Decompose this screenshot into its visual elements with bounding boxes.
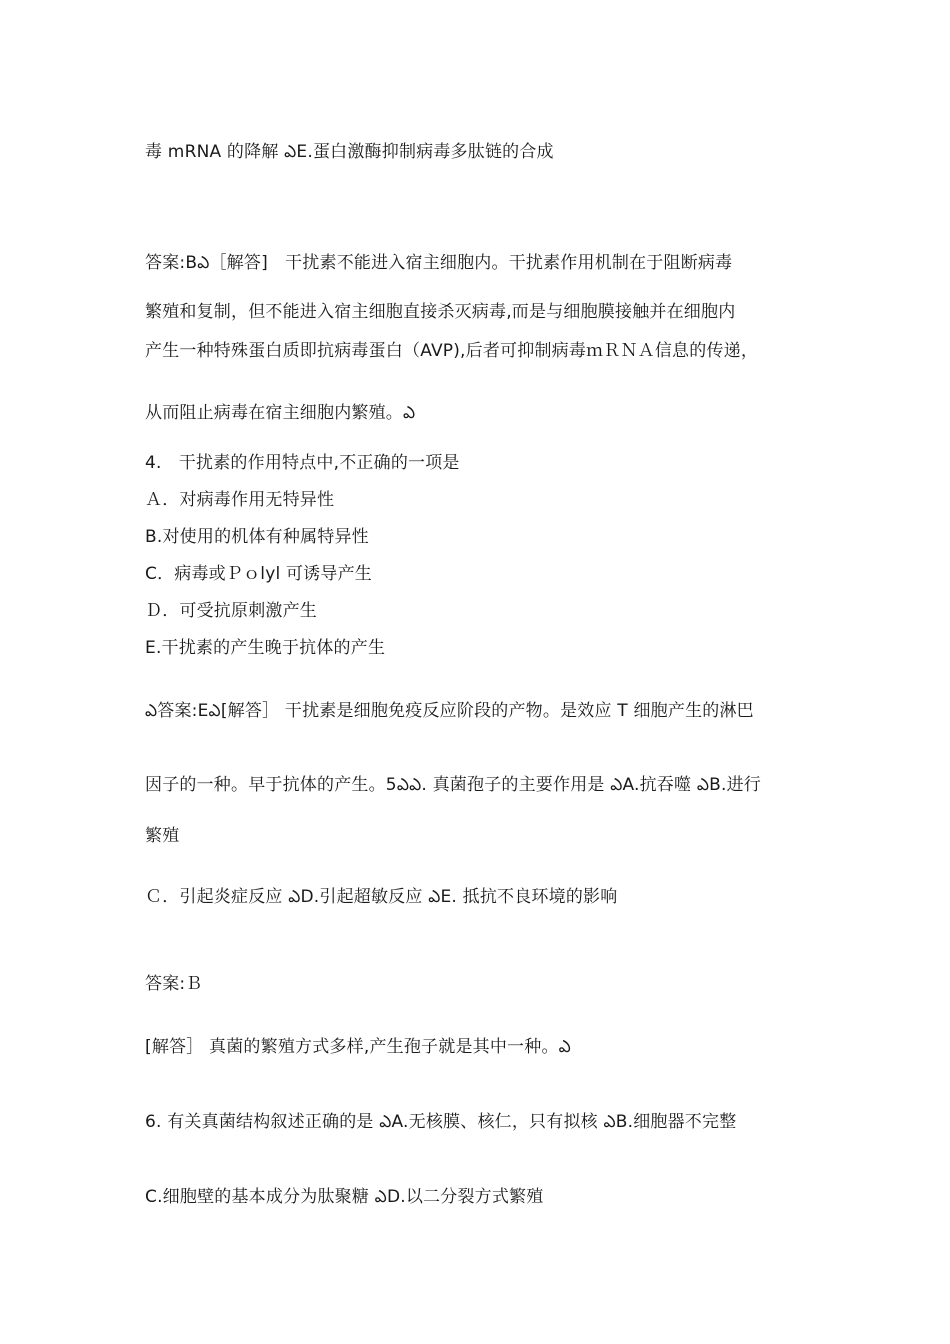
text-line: 从而阻止病毒在宿主细胞内繁殖。ఎ [145,403,416,423]
question-6-stem: 6. 有关真菌结构叙述正确的是 ఎA.无核膜、核仁，只有拟核 ఎB.细胞器不完整 [145,1112,737,1132]
text-line: 答案:Bఎ［解答] 干扰素不能进入宿主细胞内。干扰素作用机制在于阻断病毒 [145,253,733,273]
option-e: E.干扰素的产生晚于抗体的产生 [145,638,386,658]
option-d: Ｄ．可受抗原刺激产生 [145,601,317,621]
text-line: 繁殖和复制，但不能进入宿主细胞直接杀灭病毒,而是与细胞膜接触并在细胞内 [145,302,736,322]
option-a: Ａ．对病毒作用无特异性 [145,490,335,510]
text-line: 繁殖 [145,826,180,846]
answer-5: 答案:Ｂ [145,974,203,994]
explanation-5: [解答］ 真菌的繁殖方式多样,产生孢子就是其中一种。ఎ [145,1037,571,1057]
text-line: 毒 mRNA 的降解 ఎE.蛋白激酶抑制病毒多肽链的合成 [145,142,554,162]
option-b: B.对使用的机体有种属特异性 [145,527,369,547]
text-line: 产生一种特殊蛋白质即抗病毒蛋白（AVP),后者可抑制病毒ｍＲＮＡ信息的传递， [145,341,759,361]
question-4-stem: 4. 干扰素的作用特点中,不正确的一项是 [145,453,460,473]
answer-4: ఎ答案:Eఎ[解答］ 干扰素是细胞免疫反应阶段的产物。是效应 T 细胞产生的淋巴 [145,701,754,721]
text-line: Ｃ．引起炎症反应 ఎD.引起超敏反应 ఎE. 抵抗不良环境的影响 [145,887,618,907]
option-c: C．病毒或Ｐｏlyl 可诱导产生 [145,564,372,584]
text-line: 因子的一种。早于抗体的产生。5ఎఎ. 真菌孢子的主要作用是 ఎA.抗吞噬 ఎB.进行 [145,775,761,795]
text-line: C.细胞壁的基本成分为肽聚糖 ఎD.以二分裂方式繁殖 [145,1187,544,1207]
